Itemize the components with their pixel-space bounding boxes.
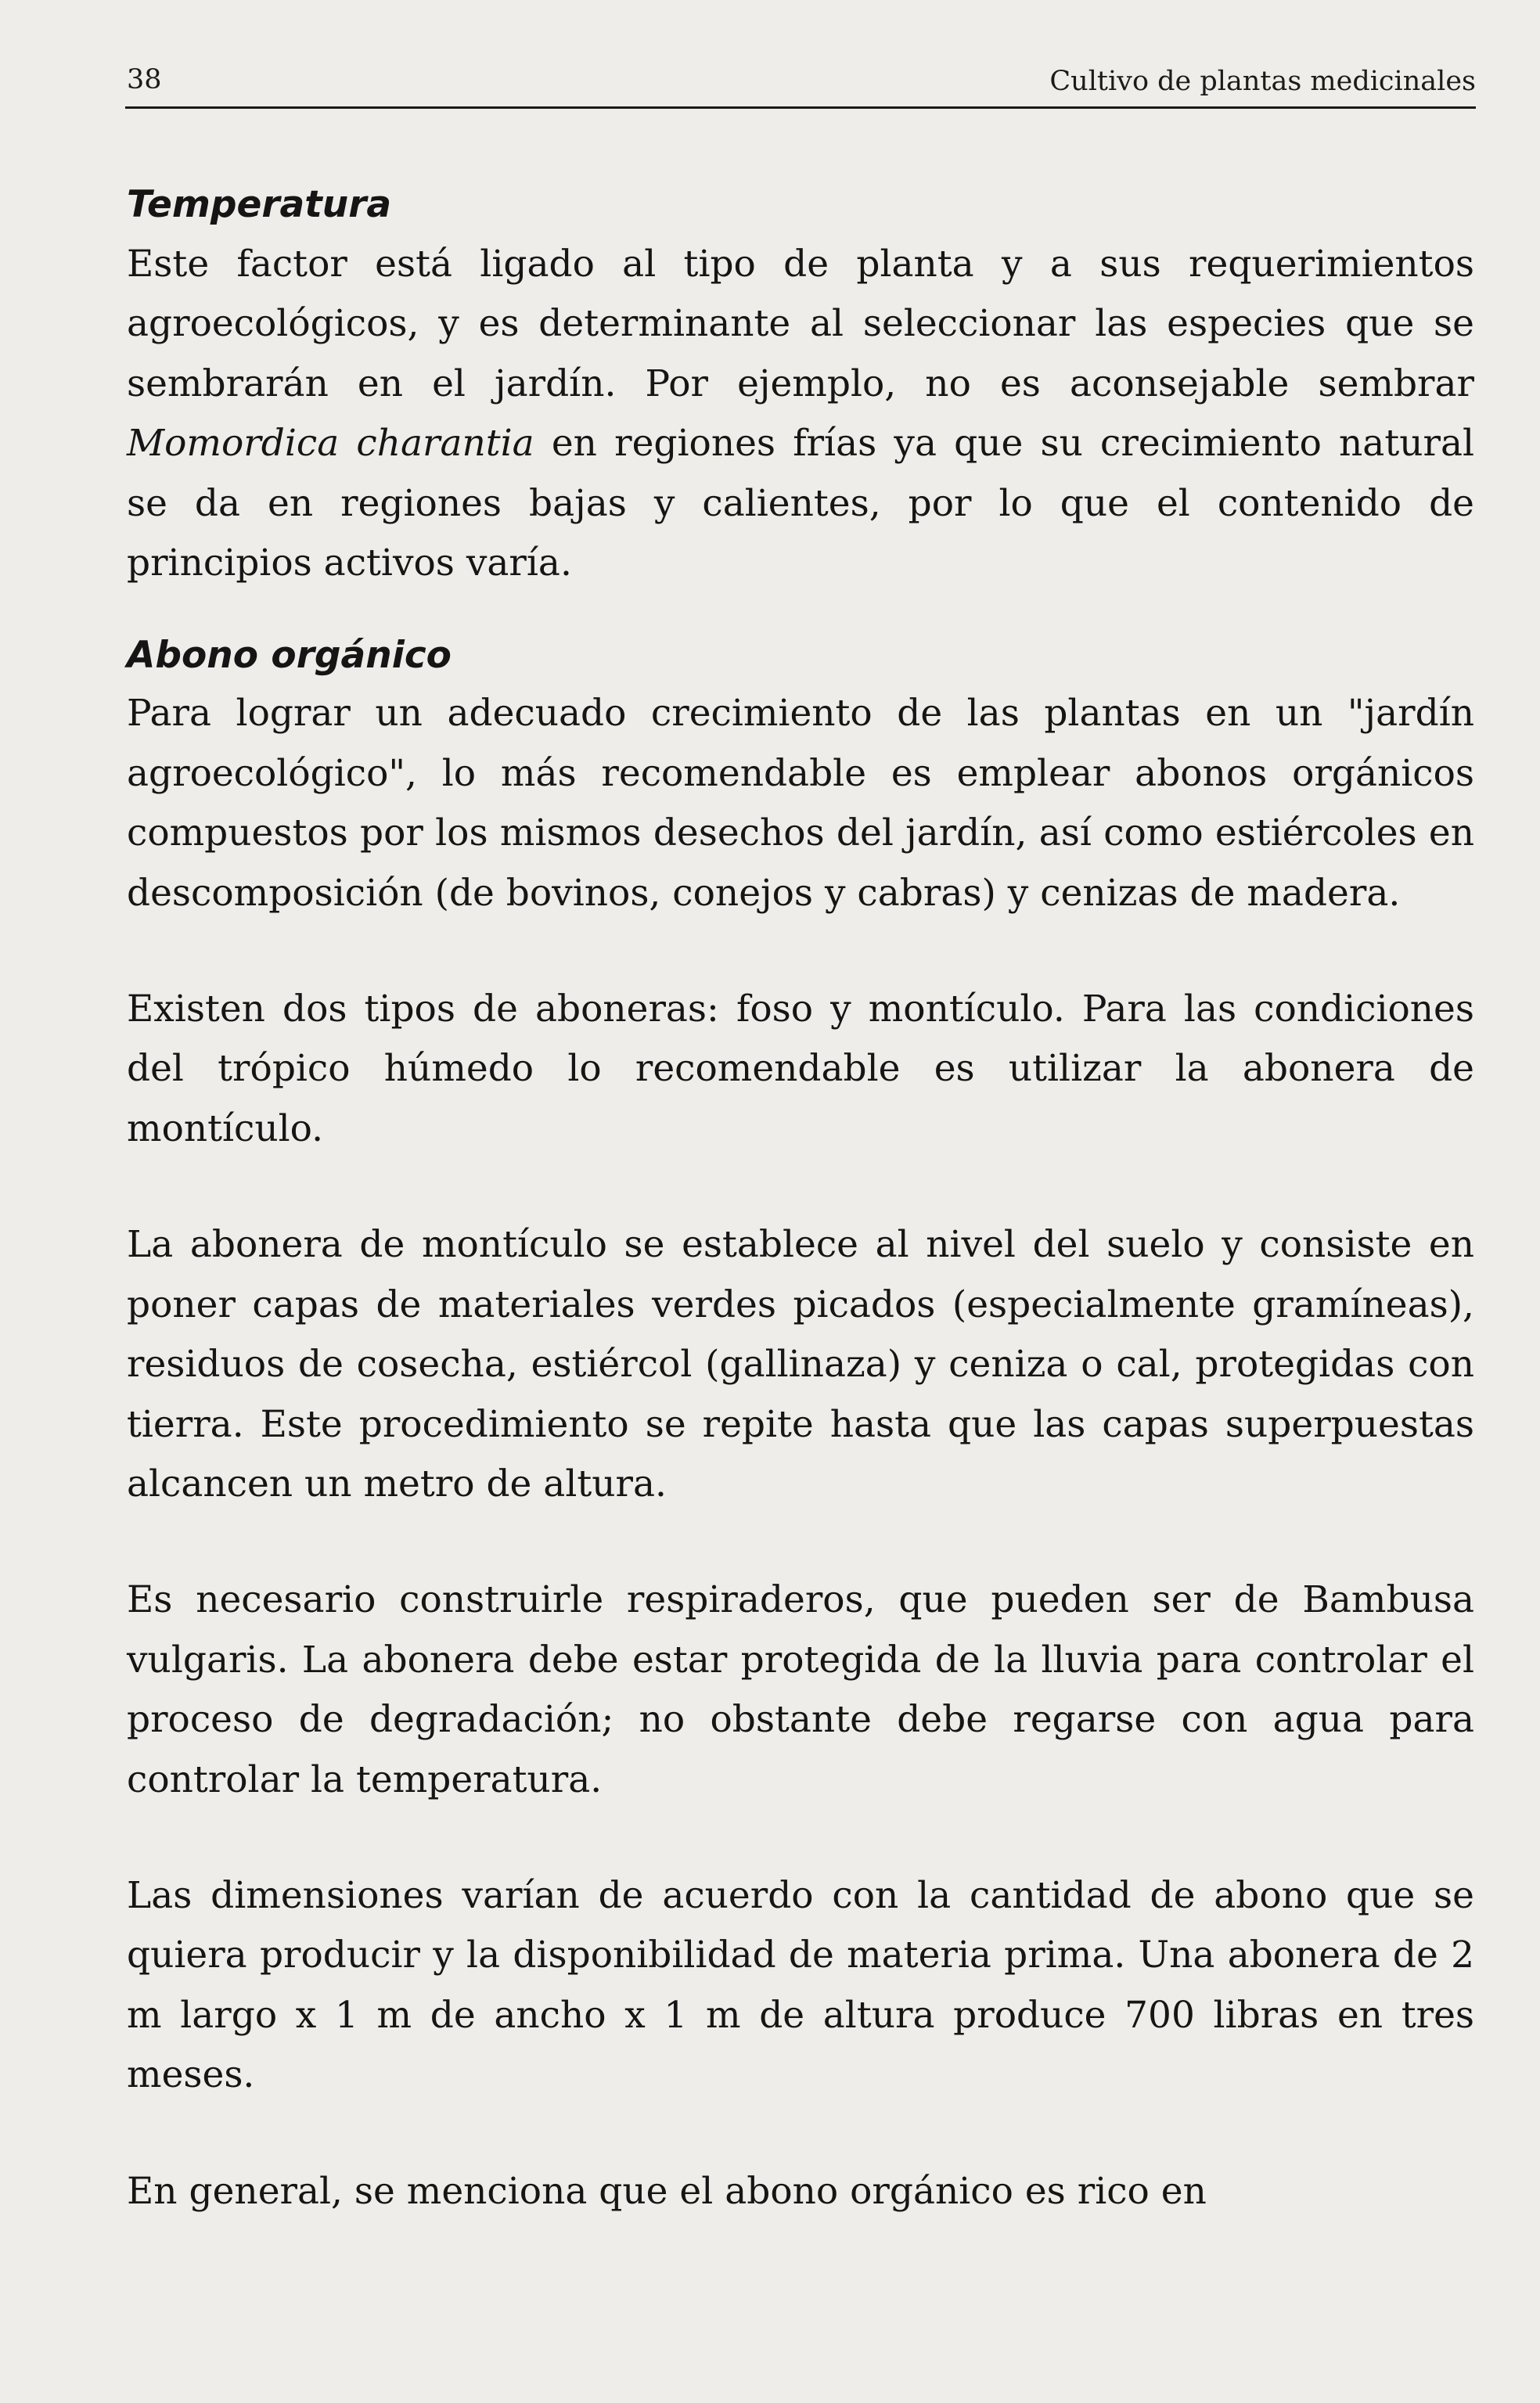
page-number: 38 [127,64,162,95]
running-title: Cultivo de plantas medicinales [1049,66,1476,97]
page-body [127,182,1474,2221]
section-heading-temperatura: Temperatura [127,183,392,226]
paragraph-abono-6: En general, se menciona que el abono orgánico es rico en [127,2169,1207,2213]
page-header [125,59,1476,109]
paragraph-text: en regiones frías ya que su crecimiento natural se da en regiones bajas y calientes, por lo que el contenido de principios activos varía. [127,422,1475,585]
paragraph-text: Este factor está ligado al tipo de planta y a sus requerimientos agroecológicos, y es determinante al seleccionar las especies que se sembrarán en el jardín. Por ejemplo, no es aconsejable sembrar [127,243,1474,405]
paragraph-abono-3: La abonera de montículo se establece al nivel del suelo y consiste en poner capas de materiales verdes picados (especialmente gramíneas), residuos de cosecha, estiércol (gallinaza) y ceniza o cal, protegidas con tierra. Este procedimiento se repite hasta que las capas superpuestas alcancen un metro de altura. [127,1223,1474,1505]
paragraph-temperatura [127,235,1474,593]
paragraph-abono-4: Es necesario construirle respiraderos, que pueden ser de Bambusa vulgaris. La abonera debe estar protegida de la lluvia para controlar el proceso de degradación; no obstante debe regarse con agua para controlar la temperatura. [127,1578,1474,1801]
paragraph-abono-1: Para lograr un adecuado crecimiento de las plantas en un "jardín agroecológico", lo más recomendable es emplear abonos orgánicos compuestos por los mismos desechos del jardín, así como estiércoles en descomposición (de bovinos, conejos y cabras) y cenizas de madera. [127,692,1474,915]
species-name: Momordica charantia [127,422,534,466]
paragraph-abono-2: Existen dos tipos de aboneras: foso y montículo. Para las condiciones del trópico húmedo lo recomendable es utilizar la abonera de montículo. [127,987,1474,1150]
paragraph-abono-5: Las dimensiones varían de acuerdo con la cantidad de abono que se quiera producir y la disponibilidad de materia prima. Una abonera de 2 m largo x 1 m de ancho x 1 m de altura produce 700 libras en tres meses. [127,1873,1474,2097]
section-heading-abono-organico: Abono orgánico [127,634,452,678]
